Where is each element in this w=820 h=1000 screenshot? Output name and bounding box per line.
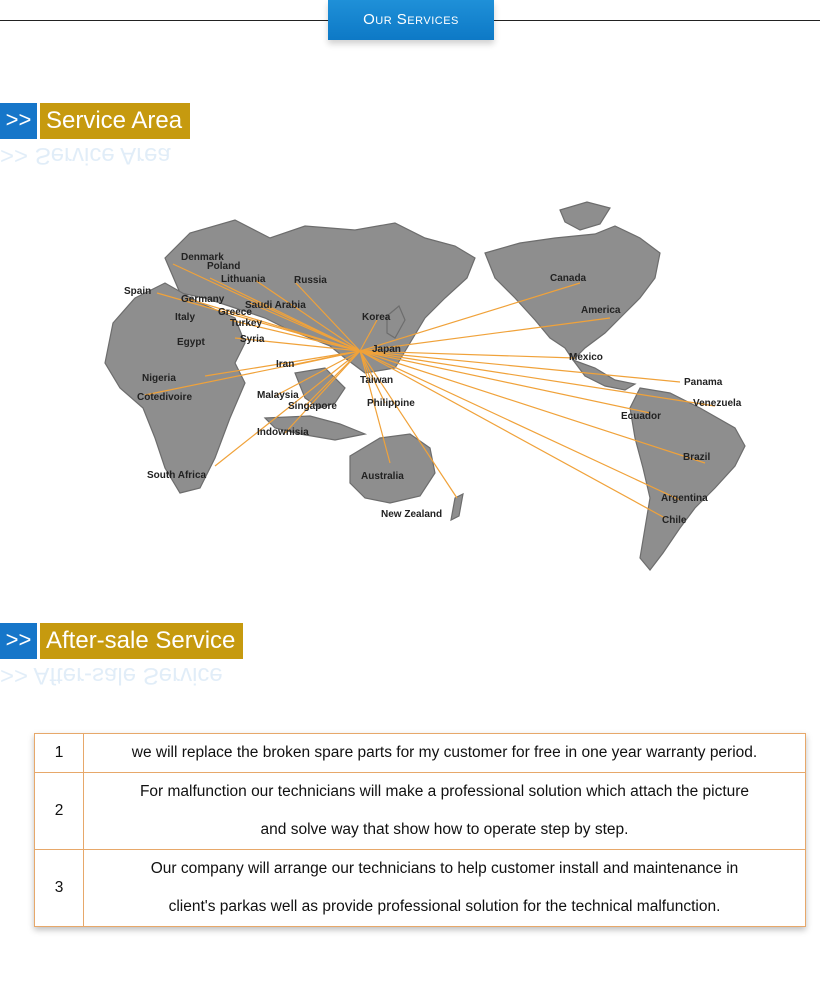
row-text-line: client's parkas well as provide professional solution for the technical malfunction. <box>168 898 721 915</box>
label-panama: Panama <box>684 377 723 388</box>
label-iran: Iran <box>276 359 295 370</box>
world-map-svg <box>95 198 765 578</box>
label-brazil: Brazil <box>683 452 711 463</box>
table-row <box>35 850 806 927</box>
label-spain: Spain <box>124 286 152 297</box>
label-malaysia: Malaysia <box>257 390 299 401</box>
landmass-greenland <box>560 202 610 230</box>
label-australia: Australia <box>361 471 404 482</box>
header-rule-left <box>0 20 328 21</box>
label-lithuania: Lithuania <box>221 274 266 285</box>
label-taiwan: Taiwan <box>360 375 394 386</box>
label-germany: Germany <box>181 294 225 305</box>
header-rule-right <box>494 20 820 21</box>
row-number: 1 <box>35 734 84 773</box>
row-text-line: and solve way that show how to operate step by step. <box>260 821 629 838</box>
label-ecuador: Ecuador <box>621 411 662 422</box>
label-canada: Canada <box>550 273 587 284</box>
label-new-zealand: New Zealand <box>381 509 443 520</box>
label-italy: Italy <box>175 312 196 323</box>
label-argentina: Argentina <box>661 493 708 504</box>
table-row <box>35 773 806 850</box>
world-map <box>95 198 765 578</box>
label-cotedivoire: Cotedivoire <box>137 392 193 403</box>
label-nigeria: Nigeria <box>142 373 176 384</box>
row-number: 2 <box>35 773 84 850</box>
our-services-tab[interactable]: Our Services <box>328 0 494 40</box>
label-chile: Chile <box>662 515 687 526</box>
label-america: America <box>581 305 621 316</box>
double-chevron-icon: >> <box>0 103 37 139</box>
label-mexico: Mexico <box>569 352 603 363</box>
row-number: 3 <box>35 850 84 927</box>
row-text <box>84 734 806 773</box>
after-sale-table <box>34 733 806 927</box>
label-philippine: Philippine <box>367 398 415 409</box>
label-south-africa: South Africa <box>147 470 207 481</box>
label-turkey: Turkey <box>230 318 263 329</box>
after-sale-reflection: >> After-sale Service <box>0 662 223 689</box>
row-text <box>84 773 806 850</box>
row-text-line: we will replace the broken spare parts for my customer for free in one year warranty period. <box>131 744 758 761</box>
landmass-north-america <box>485 226 660 360</box>
label-syria: Syria <box>240 334 265 345</box>
row-text <box>84 850 806 927</box>
label-korea: Korea <box>362 312 391 323</box>
service-area-reflection: >> Service Area <box>0 142 171 169</box>
label-poland: Poland <box>207 261 241 272</box>
after-sale-title: After-sale Service <box>40 623 243 659</box>
service-area-title: Service Area <box>40 103 190 139</box>
label-venezuela: Venezuela <box>693 398 742 409</box>
label-russia: Russia <box>294 275 327 286</box>
row-text-line: Our company will arrange our technicians to help customer install and maintenance in <box>150 860 739 877</box>
label-japan: Japan <box>372 344 401 355</box>
label-saudi-arabia: Saudi Arabia <box>245 300 306 311</box>
label-indonesia: Indownisia <box>257 427 309 438</box>
row-text-line: For malfunction our technicians will make a professional solution which attach the picture <box>139 783 750 800</box>
label-singapore: Singapore <box>288 401 337 412</box>
label-egypt: Egypt <box>177 337 205 348</box>
label-greece: Greece <box>218 307 252 318</box>
label-denmark: Denmark <box>181 252 224 263</box>
table-row <box>35 734 806 773</box>
double-chevron-icon: >> <box>0 623 37 659</box>
